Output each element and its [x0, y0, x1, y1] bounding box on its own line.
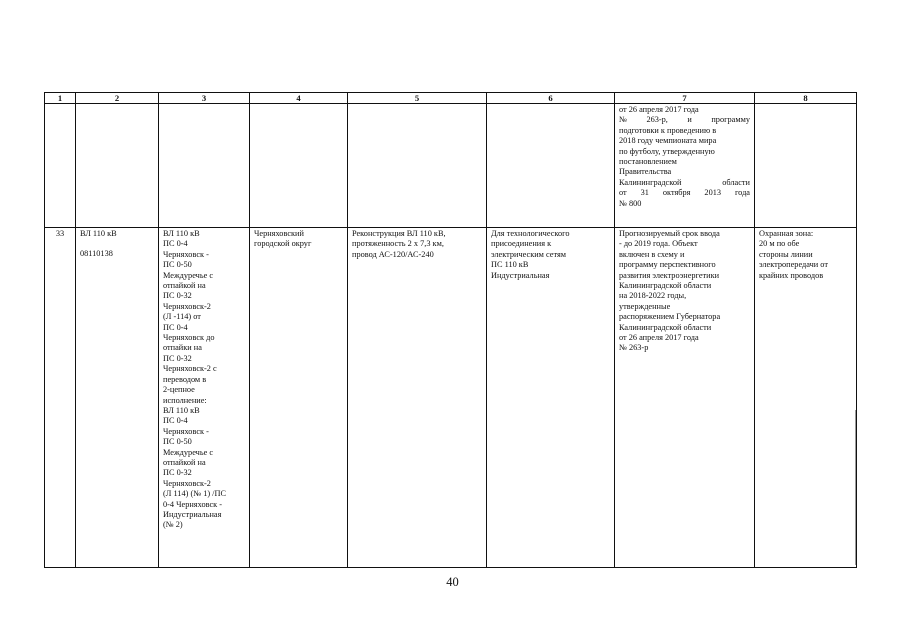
column-header: 7 [615, 93, 755, 104]
text-line: Междуречье с [163, 447, 214, 457]
protection-zone-cell [755, 228, 857, 568]
text-line: включен в схему и [619, 249, 685, 259]
text-line: 20 м по обе [759, 239, 800, 249]
data-table [44, 92, 857, 568]
text-line: ПС 0-4 [163, 416, 188, 426]
text-line: протяженность 2 х 7,3 км, [352, 239, 444, 249]
text-line: Черняховск-2 [163, 478, 211, 488]
column-header: 6 [487, 93, 615, 104]
word: области [722, 177, 750, 187]
line-code: 08110138 [80, 249, 113, 259]
text-line: Междуречье с [163, 270, 214, 280]
table-cell [159, 104, 250, 228]
text-line: электрическим сетям [491, 249, 567, 259]
text-line: ПС 0-50 [163, 437, 192, 447]
text-line: Черняховский [254, 229, 304, 238]
municipality-cell [250, 228, 348, 568]
scan-artifact-line [855, 410, 856, 565]
text-line: (№ 2) [163, 520, 183, 530]
basis-cell [615, 228, 755, 568]
table-cell [76, 104, 159, 228]
code-cell [76, 228, 159, 568]
text-line: от 26 апреля 2017 года [619, 105, 699, 114]
text-line: крайних проводов [759, 270, 824, 280]
word: и [687, 115, 692, 125]
text-line: ПС 0-4 [163, 239, 188, 249]
word: 2013 [704, 188, 722, 198]
column-header: 1 [45, 93, 76, 104]
text-line: ПС 110 кВ [491, 260, 529, 270]
table-cell [487, 104, 615, 228]
table-cell [45, 104, 76, 228]
table-header-row [45, 93, 857, 104]
page-number: 40 [446, 575, 459, 589]
text-line: провод АС-120/АС-240 [352, 249, 434, 259]
word: 31 [640, 188, 649, 198]
text-line: № 263-р [619, 343, 649, 353]
text-line: - до 2019 года. Объект [619, 239, 698, 249]
text-line: Калининградской области [619, 322, 712, 332]
continuation-basis-cell [615, 104, 755, 228]
word: программу [711, 115, 750, 125]
table-cell [348, 104, 487, 228]
text-line: Черняховск - [163, 426, 209, 436]
text-line: на 2018-2022 годы, [619, 291, 687, 301]
text-line: стороны линии [759, 249, 813, 259]
text-line: отпайкой на [163, 281, 206, 291]
text-line: присоединения к [491, 239, 552, 249]
text-line: № 800 [619, 198, 642, 208]
text-line [619, 188, 750, 198]
text-line: развития электроэнергетики [619, 270, 720, 280]
word: года [734, 188, 750, 198]
word: октября [662, 188, 691, 198]
text-line: постановлением [619, 157, 677, 167]
text-line: ВЛ 110 кВ [163, 229, 200, 238]
column-header: 3 [159, 93, 250, 104]
text-line: подготовки к проведению в [619, 125, 717, 135]
text-line: Черняховск - [163, 249, 209, 259]
text-line: Индустриальная [491, 270, 550, 280]
text-line: ПС 0-32 [163, 291, 192, 301]
text-line: Черняховск до [163, 333, 215, 343]
purpose-cell [487, 228, 615, 568]
text-line: утвержденные [619, 301, 671, 311]
text-line: электропередачи от [759, 260, 828, 270]
text-line: 2-цепное [163, 385, 195, 395]
word: от [619, 188, 627, 198]
text-line: ВЛ 110 кВ [163, 405, 200, 415]
text-line: Калининградской области [619, 281, 712, 291]
text-line: Индустриальная [163, 509, 222, 519]
word: № [619, 115, 627, 125]
text-line: Реконструкция ВЛ 110 кВ, [352, 229, 446, 238]
description-cell [159, 228, 250, 568]
text-line: ПС 0-50 [163, 260, 192, 270]
column-header: 2 [76, 93, 159, 104]
work-cell [348, 228, 487, 568]
text-line: отпайкой на [163, 457, 206, 467]
column-header: 4 [250, 93, 348, 104]
text-line: Прогнозируемый срок ввода [619, 229, 720, 238]
text-line: программу перспективного [619, 260, 716, 270]
text-line: ПС 0-32 [163, 468, 192, 478]
text-line: от 26 апреля 2017 года [619, 333, 699, 343]
text-line: ПС 0-4 [163, 322, 188, 332]
text-line: Черняховск-2 с [163, 364, 217, 374]
text-line: Охранная зона: [759, 229, 814, 238]
table-cell [250, 104, 348, 228]
table-row-33 [45, 228, 857, 568]
text-line: 2018 году чемпионата мира [619, 136, 717, 146]
row-number: 33 [55, 229, 65, 238]
text-line: городской округ [254, 239, 312, 249]
text-line: (Л 114) (№ 1) /ПС [163, 489, 227, 499]
text-line: исполнение: [163, 395, 207, 405]
table-row-continuation [45, 104, 857, 228]
text-line: Для технологического [491, 229, 570, 238]
text-line: по футболу, утвержденную [619, 146, 715, 156]
text-line [619, 178, 750, 188]
row-number-cell [45, 228, 76, 568]
text-line: Правительства [619, 167, 672, 177]
text-line: ПС 0-32 [163, 353, 192, 363]
word: 263-р, [646, 115, 668, 125]
text-line: отпайки на [163, 343, 202, 353]
column-header: 5 [348, 93, 487, 104]
text-line [619, 115, 750, 125]
word: Калининградской [619, 177, 682, 187]
column-header: 8 [755, 93, 857, 104]
text-line: распоряжением Губернатора [619, 312, 721, 322]
text-line: Черняховск-2 [163, 301, 211, 311]
text-line: переводом в [163, 374, 207, 384]
line-code-name: ВЛ 110 кВ [80, 229, 117, 238]
table-cell [755, 104, 857, 228]
text-line: 0-4 Черняховск - [163, 499, 223, 509]
text-line: (Л -114) от [163, 312, 201, 322]
